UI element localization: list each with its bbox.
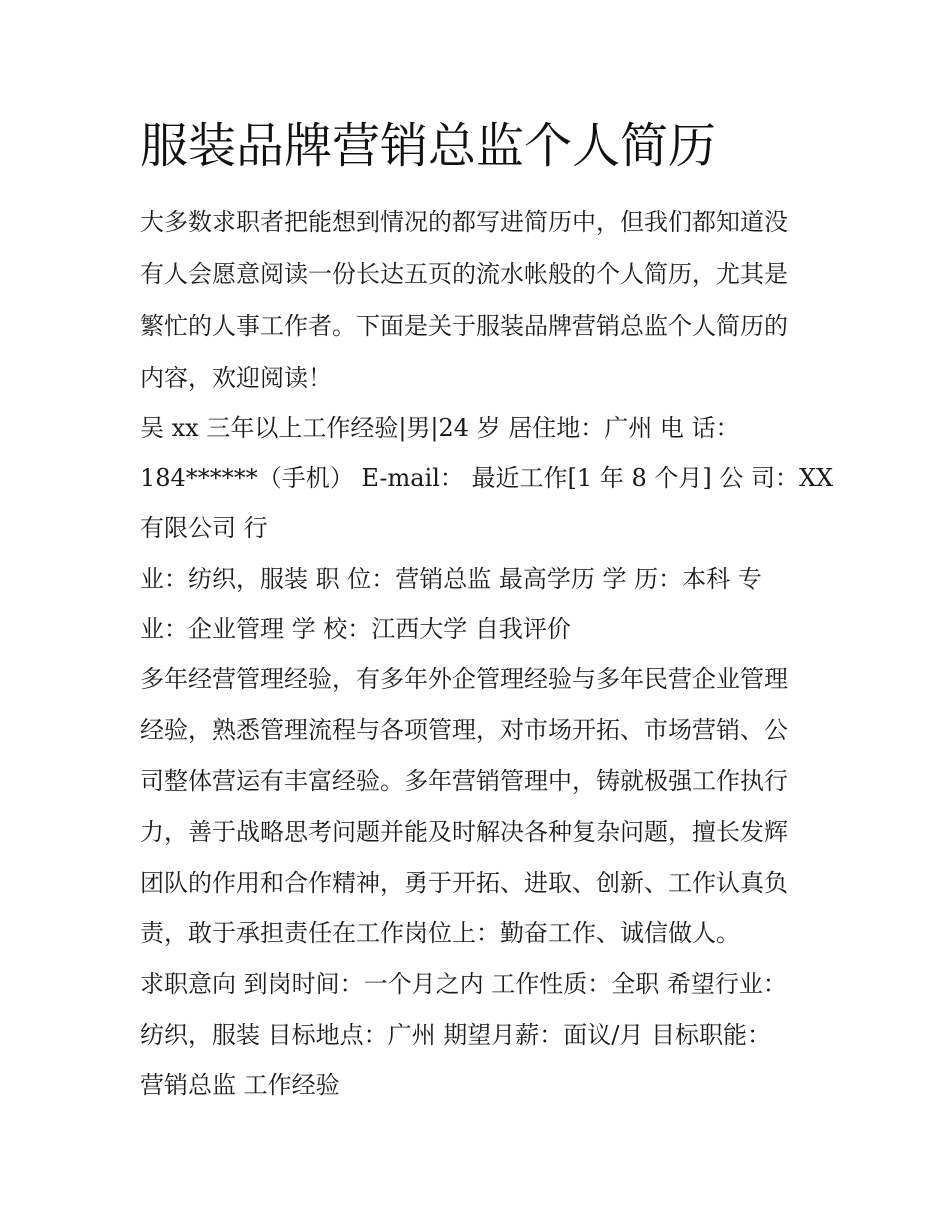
intro-line: 有人会愿意阅读一份长达五页的流水帐般的个人简历，尤其是	[140, 260, 788, 288]
self-evaluation-line: 责，敢于承担责任在工作岗位上：勤奋工作、诚信做人。	[140, 919, 740, 947]
intro-line: 繁忙的人事工作者。下面是关于服装品牌营销总监个人简历的	[140, 312, 788, 340]
profile-line: 吴 xx 三年以上工作经验|男|24 岁 居住地：广州 电 话：	[140, 414, 740, 442]
resume-title: 服装品牌营销总监个人简历	[140, 118, 717, 174]
intro-line: 内容，欢迎阅读！	[140, 364, 332, 392]
profile-line: 184******（手机） E-mail： 最近工作[1 年 8 个月] 公 司：XX	[140, 464, 834, 492]
job-intention-line: 营销总监 工作经验	[140, 1071, 340, 1099]
job-intention-line: 求职意向 到岗时间：一个月之内 工作性质：全职 希望行业：	[140, 970, 787, 998]
intro-line: 大多数求职者把能想到情况的都写进简历中，但我们都知道没	[140, 208, 788, 236]
self-evaluation-line: 多年经营管理经验，有多年外企管理经验与多年民营企业管理	[140, 665, 788, 693]
profile-line: 有限公司 行	[140, 514, 268, 542]
profile-line: 业：企业管理 学 校：江西大学 自我评价	[140, 615, 571, 643]
self-evaluation-line: 团队的作用和合作精神，勇于开拓、进取、创新、工作认真负	[140, 869, 788, 897]
job-intention-line: 纺织，服装 目标地点：广州 期望月薪：面议/月 目标职能：	[140, 1021, 771, 1049]
self-evaluation-line: 经验，熟悉管理流程与各项管理，对市场开拓、市场营销、公	[140, 716, 788, 744]
self-evaluation-line: 力，善于战略思考问题并能及时解决各种复杂问题，擅长发辉	[140, 818, 788, 846]
self-evaluation-line: 司整体营运有丰富经验。多年营销管理中，铸就极强工作执行	[140, 767, 788, 795]
profile-line: 业：纺织，服装 职 位：营销总监 最高学历 学 历：本科 专	[140, 565, 762, 593]
